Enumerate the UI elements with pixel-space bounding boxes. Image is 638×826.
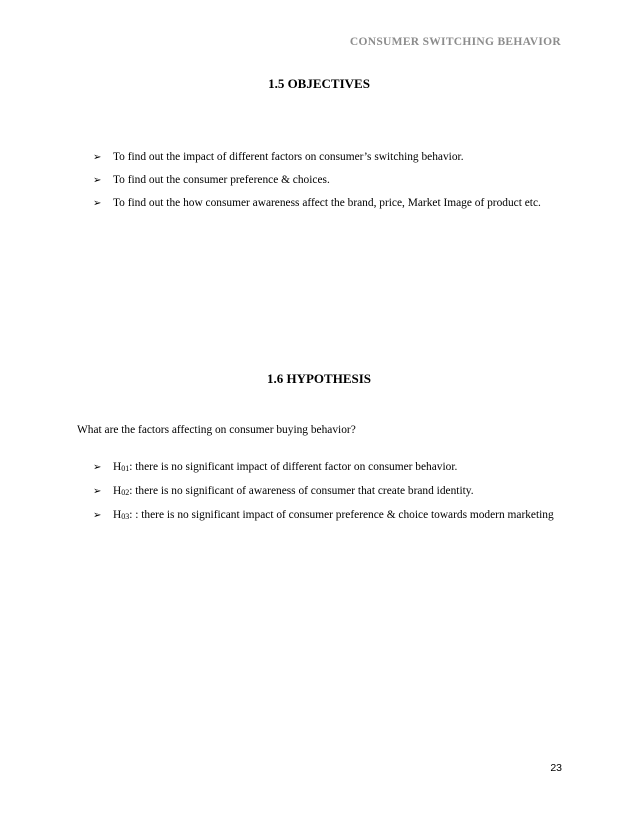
arrow-bullet-icon: ➢ — [93, 198, 102, 209]
hypothesis-label: H — [113, 461, 122, 473]
hypothesis-heading: 1.6 HYPOTHESIS — [266, 371, 372, 386]
hypothesis-text: : there is no significant of awareness of consumer that create brand identity. — [129, 485, 474, 497]
arrow-bullet-icon: ➢ — [93, 152, 102, 163]
hypothesis-subscript: 02 — [121, 488, 130, 497]
hypothesis-subscript: 03 — [121, 512, 130, 521]
objectives-heading: 1.5 OBJECTIVES — [268, 76, 370, 91]
running-header: CONSUMER SWITCHING BEHAVIOR — [349, 36, 561, 48]
hypothesis-label: H — [113, 509, 122, 521]
hypothesis-item — [93, 504, 563, 528]
hypothesis-item — [93, 456, 563, 480]
hypothesis-text: : there is no significant impact of different factor on consumer behavior. — [129, 461, 458, 473]
objective-item — [93, 146, 563, 169]
hypothesis-subscript: 01 — [121, 464, 130, 473]
objective-item — [93, 169, 563, 192]
arrow-bullet-icon: ➢ — [93, 462, 102, 473]
hypothesis-label: H — [113, 485, 122, 497]
objective-item — [93, 192, 563, 215]
hypothesis-text: : : there is no significant impact of consumer preference & choice towards modern marketing — [129, 509, 554, 521]
hypothesis-question: What are the factors affecting on consumer buying behavior? — [77, 424, 356, 436]
objectives-list — [93, 146, 563, 215]
objective-text: To find out the consumer preference & choices. — [113, 174, 330, 186]
page-number: 23 — [550, 762, 562, 774]
hypothesis-item — [93, 480, 563, 504]
objective-text: To find out the impact of different factors on consumer’s switching behavior. — [113, 151, 464, 163]
objective-text: To find out the how consumer awareness affect the brand, price, Market Image of product etc. — [113, 197, 541, 209]
arrow-bullet-icon: ➢ — [93, 510, 102, 521]
hypothesis-list — [93, 456, 563, 528]
arrow-bullet-icon: ➢ — [93, 175, 102, 186]
arrow-bullet-icon: ➢ — [93, 486, 102, 497]
